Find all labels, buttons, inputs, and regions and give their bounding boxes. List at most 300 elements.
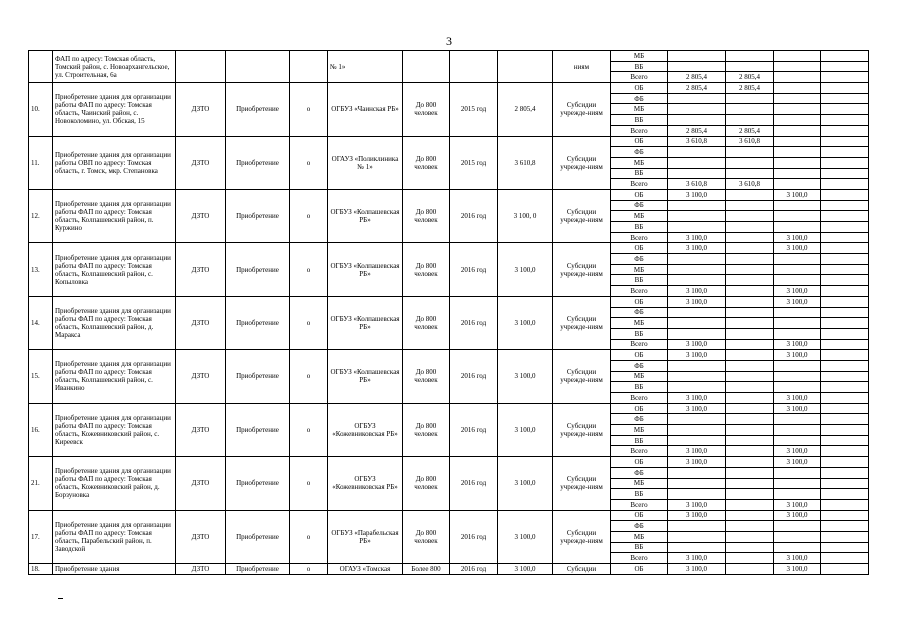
mark: о: [290, 136, 328, 189]
value-cell: [774, 115, 821, 126]
value-cell: [774, 542, 821, 553]
value-cell: [821, 275, 869, 286]
value-cell: [821, 435, 869, 446]
value-cell: [726, 264, 774, 275]
value-cell: [726, 115, 774, 126]
value-cell: [774, 179, 821, 190]
value-cell: 3 100,0: [668, 499, 726, 510]
year: 2016 год: [450, 510, 498, 563]
capacity: До 800 человек: [403, 83, 450, 136]
mark: о: [290, 189, 328, 242]
value-cell: [821, 553, 869, 564]
value-cell: [726, 553, 774, 564]
department: ДЗТО: [176, 83, 226, 136]
table-row: [29, 243, 869, 254]
value-cell: [774, 125, 821, 136]
funding-source: ВБ: [611, 328, 668, 339]
value-cell: [726, 168, 774, 179]
row-number: 17.: [29, 510, 53, 563]
value-cell: [774, 147, 821, 158]
object-name: Приобретение здания для организации работы ФАП по адресу: Томская область, Колпашевский район, д. Маракса: [53, 296, 176, 349]
value-cell: [821, 339, 869, 350]
department: ДЗТО: [176, 189, 226, 242]
value-cell: [774, 531, 821, 542]
funding-source: МБ: [611, 531, 668, 542]
funding-source: ФБ: [611, 254, 668, 265]
table-row: [29, 564, 869, 575]
funding-source: МБ: [611, 425, 668, 436]
action-type: Приобретение: [226, 457, 290, 510]
value-cell: [668, 168, 726, 179]
organization: ОГБУЗ «Чаинская РБ»: [328, 83, 403, 136]
funding-source: ФБ: [611, 360, 668, 371]
row-number: 16.: [29, 403, 53, 456]
value-cell: [774, 200, 821, 211]
department: ДЗТО: [176, 510, 226, 563]
value-cell: [821, 115, 869, 126]
funding-source: ОБ: [611, 457, 668, 468]
value-cell: [821, 264, 869, 275]
department: ДЗТО: [176, 403, 226, 456]
funding-source: ОБ: [611, 564, 668, 575]
value-cell: [668, 264, 726, 275]
funding-source: ВБ: [611, 168, 668, 179]
value-cell: [774, 93, 821, 104]
action-type: Приобретение: [226, 510, 290, 563]
value-cell: [821, 232, 869, 243]
funding-source: ОБ: [611, 136, 668, 147]
action-type: Приобретение: [226, 350, 290, 403]
capacity: До 800 человек: [403, 189, 450, 242]
amount: 3 100,0: [498, 403, 553, 456]
value-cell: [726, 521, 774, 532]
value-cell: 3 100,0: [668, 553, 726, 564]
capacity: До 800 человек: [403, 403, 450, 456]
funding-type: Субсидии учрежде-ниям: [553, 457, 611, 510]
funding-source: ВБ: [611, 61, 668, 72]
action-type: [226, 51, 290, 83]
value-cell: [774, 61, 821, 72]
value-cell: [821, 382, 869, 393]
value-cell: [821, 51, 869, 62]
funding-source: МБ: [611, 371, 668, 382]
value-cell: [774, 318, 821, 329]
value-cell: [726, 467, 774, 478]
year: 2016 год: [450, 189, 498, 242]
value-cell: [774, 264, 821, 275]
department: [176, 51, 226, 83]
value-cell: [668, 414, 726, 425]
amount: 2 805,4: [498, 83, 553, 136]
value-cell: 3 100,0: [774, 339, 821, 350]
table-row: [29, 296, 869, 307]
funding-source: Всего: [611, 339, 668, 350]
year: 2016 год: [450, 403, 498, 456]
value-cell: [774, 328, 821, 339]
value-cell: [726, 446, 774, 457]
value-cell: [774, 382, 821, 393]
value-cell: 3 610,8: [668, 179, 726, 190]
budget-table-grid: [28, 50, 869, 575]
value-cell: [821, 83, 869, 94]
capacity: До 800 человек: [403, 457, 450, 510]
object-name: Приобретение здания для организации работы ФАП по адресу: Томская область, Колпашевский район, п. Куржино: [53, 189, 176, 242]
table-row: [29, 403, 869, 414]
table-row: [29, 457, 869, 468]
value-cell: 3 100,0: [668, 446, 726, 457]
funding-source: Всего: [611, 553, 668, 564]
value-cell: [668, 211, 726, 222]
amount: 3 100,0: [498, 510, 553, 563]
action-type: Приобретение: [226, 83, 290, 136]
value-cell: [774, 467, 821, 478]
value-cell: [821, 350, 869, 361]
value-cell: [726, 360, 774, 371]
funding-source: Всего: [611, 499, 668, 510]
value-cell: [726, 531, 774, 542]
value-cell: [821, 425, 869, 436]
value-cell: 3 100,0: [774, 403, 821, 414]
department: ДЗТО: [176, 350, 226, 403]
value-cell: [668, 467, 726, 478]
funding-type: Субсидии: [553, 564, 611, 575]
value-cell: 2 805,4: [726, 83, 774, 94]
amount: [498, 51, 553, 83]
value-cell: [668, 254, 726, 265]
funding-type: Субсидии учрежде-ниям: [553, 296, 611, 349]
value-cell: [726, 147, 774, 158]
row-number: 21.: [29, 457, 53, 510]
department: ДЗТО: [176, 457, 226, 510]
value-cell: [668, 521, 726, 532]
funding-source: Всего: [611, 393, 668, 404]
value-cell: [821, 222, 869, 233]
value-cell: [726, 425, 774, 436]
department: ДЗТО: [176, 564, 226, 575]
value-cell: 3 100,0: [774, 189, 821, 200]
value-cell: 3 100,0: [774, 286, 821, 297]
funding-source: ОБ: [611, 510, 668, 521]
footer-dash: [58, 598, 63, 599]
value-cell: [774, 521, 821, 532]
year: 2015 год: [450, 83, 498, 136]
value-cell: [668, 275, 726, 286]
value-cell: 3 100,0: [774, 499, 821, 510]
value-cell: 2 805,4: [668, 125, 726, 136]
value-cell: [821, 189, 869, 200]
capacity: Более 800: [403, 564, 450, 575]
value-cell: [668, 542, 726, 553]
budget-table: [28, 50, 866, 584]
value-cell: 2 805,4: [668, 83, 726, 94]
value-cell: [726, 489, 774, 500]
value-cell: [774, 275, 821, 286]
value-cell: [821, 318, 869, 329]
year: 2016 год: [450, 564, 498, 575]
value-cell: [821, 521, 869, 532]
capacity: До 800 человек: [403, 243, 450, 296]
value-cell: [668, 61, 726, 72]
action-type: Приобретение: [226, 136, 290, 189]
funding-source: ФБ: [611, 521, 668, 532]
value-cell: 3 100,0: [668, 189, 726, 200]
value-cell: [726, 350, 774, 361]
object-name: Приобретение здания для организации работы ФАП по адресу: Томская область, Кожевниковский район, с. Киреевск: [53, 403, 176, 456]
value-cell: [821, 211, 869, 222]
value-cell: [821, 446, 869, 457]
value-cell: [821, 61, 869, 72]
value-cell: [726, 157, 774, 168]
value-cell: [774, 307, 821, 318]
value-cell: [726, 189, 774, 200]
funding-source: ОБ: [611, 243, 668, 254]
value-cell: [774, 136, 821, 147]
value-cell: [726, 371, 774, 382]
organization: ОГАУЗ «Томская: [328, 564, 403, 575]
year: 2016 год: [450, 457, 498, 510]
value-cell: 3 610,8: [726, 179, 774, 190]
value-cell: [726, 232, 774, 243]
value-cell: [774, 425, 821, 436]
value-cell: [821, 104, 869, 115]
value-cell: [668, 51, 726, 62]
amount: 3 100,0: [498, 350, 553, 403]
organization: ОГБУЗ «Парабельская РБ»: [328, 510, 403, 563]
funding-source: ВБ: [611, 542, 668, 553]
funding-source: ОБ: [611, 189, 668, 200]
value-cell: [774, 222, 821, 233]
object-name: Приобретение здания для организации работы ФАП по адресу: Томская область, Парабельский район, п. Заводской: [53, 510, 176, 563]
year: 2016 год: [450, 296, 498, 349]
value-cell: [668, 157, 726, 168]
value-cell: [668, 104, 726, 115]
value-cell: [726, 393, 774, 404]
value-cell: [726, 61, 774, 72]
value-cell: 3 100,0: [668, 232, 726, 243]
action-type: Приобретение: [226, 189, 290, 242]
organization: № 1»: [328, 51, 403, 83]
value-cell: [774, 478, 821, 489]
value-cell: [726, 307, 774, 318]
funding-source: Всего: [611, 72, 668, 83]
table-row: [29, 350, 869, 361]
page-number: 3: [446, 34, 452, 48]
value-cell: [821, 328, 869, 339]
value-cell: 2 805,4: [726, 72, 774, 83]
value-cell: [821, 393, 869, 404]
value-cell: 3 610,8: [726, 136, 774, 147]
value-cell: 3 100,0: [668, 339, 726, 350]
value-cell: 3 100,0: [668, 510, 726, 521]
value-cell: [726, 51, 774, 62]
value-cell: [668, 307, 726, 318]
funding-type: Субсидии учрежде-ниям: [553, 403, 611, 456]
value-cell: [821, 531, 869, 542]
value-cell: [821, 157, 869, 168]
funding-source: МБ: [611, 51, 668, 62]
value-cell: 3 610,8: [668, 136, 726, 147]
object-name: Приобретение здания для организации работы ФАП по адресу: Томская область, Колпашевский район, с. Копыловка: [53, 243, 176, 296]
value-cell: 3 100,0: [774, 457, 821, 468]
table-row: [29, 136, 869, 147]
value-cell: [668, 93, 726, 104]
value-cell: [668, 147, 726, 158]
value-cell: 3 100,0: [774, 510, 821, 521]
value-cell: [821, 296, 869, 307]
table-row: [29, 83, 869, 94]
value-cell: [821, 564, 869, 575]
value-cell: [821, 168, 869, 179]
value-cell: [726, 318, 774, 329]
value-cell: 3 100,0: [774, 243, 821, 254]
row-number: 11.: [29, 136, 53, 189]
value-cell: [821, 360, 869, 371]
value-cell: [668, 222, 726, 233]
row-number: 12.: [29, 189, 53, 242]
value-cell: [726, 435, 774, 446]
funding-source: ФБ: [611, 200, 668, 211]
value-cell: 3 100,0: [774, 393, 821, 404]
organization: ОГБУЗ «Колпашевская РБ»: [328, 243, 403, 296]
value-cell: 3 100,0: [668, 296, 726, 307]
department: ДЗТО: [176, 296, 226, 349]
capacity: До 800 человек: [403, 510, 450, 563]
value-cell: [821, 414, 869, 425]
value-cell: 2 805,4: [668, 72, 726, 83]
funding-type: Субсидии учрежде-ниям: [553, 350, 611, 403]
amount: 3 100, 0: [498, 189, 553, 242]
value-cell: [726, 211, 774, 222]
funding-source: ВБ: [611, 275, 668, 286]
value-cell: 3 100,0: [774, 296, 821, 307]
value-cell: [726, 222, 774, 233]
capacity: До 800 человек: [403, 296, 450, 349]
value-cell: [821, 136, 869, 147]
value-cell: [726, 564, 774, 575]
value-cell: [821, 371, 869, 382]
mark: [290, 51, 328, 83]
funding-source: ОБ: [611, 350, 668, 361]
value-cell: [821, 125, 869, 136]
value-cell: [726, 414, 774, 425]
funding-source: ВБ: [611, 382, 668, 393]
value-cell: [668, 489, 726, 500]
funding-type: ниям: [553, 51, 611, 83]
value-cell: [726, 296, 774, 307]
mark: о: [290, 457, 328, 510]
value-cell: [821, 403, 869, 414]
value-cell: [821, 254, 869, 265]
value-cell: [821, 307, 869, 318]
value-cell: [726, 339, 774, 350]
value-cell: 3 100,0: [668, 403, 726, 414]
organization: ОГБУЗ «Колпашевская РБ»: [328, 189, 403, 242]
value-cell: [821, 200, 869, 211]
row-number: [29, 51, 53, 83]
action-type: Приобретение: [226, 564, 290, 575]
value-cell: [774, 254, 821, 265]
value-cell: 3 100,0: [774, 564, 821, 575]
funding-source: Всего: [611, 232, 668, 243]
value-cell: [821, 243, 869, 254]
funding-type: Субсидии учрежде-ниям: [553, 189, 611, 242]
value-cell: [821, 147, 869, 158]
value-cell: [726, 403, 774, 414]
organization: ОГБУЗ «Колпашевская РБ»: [328, 350, 403, 403]
funding-source: ФБ: [611, 147, 668, 158]
object-name: ФАП по адресу: Томская область, Томский район, с. Новоархангельское, ул. Строительная, 6а: [53, 51, 176, 83]
funding-source: ВБ: [611, 435, 668, 446]
funding-source: ФБ: [611, 93, 668, 104]
amount: 3 100,0: [498, 243, 553, 296]
capacity: До 800 человек: [403, 350, 450, 403]
value-cell: [726, 286, 774, 297]
value-cell: [668, 200, 726, 211]
value-cell: [726, 382, 774, 393]
value-cell: [668, 435, 726, 446]
value-cell: [774, 435, 821, 446]
value-cell: [668, 371, 726, 382]
mark: о: [290, 403, 328, 456]
value-cell: [726, 328, 774, 339]
funding-source: ВБ: [611, 115, 668, 126]
funding-source: ФБ: [611, 467, 668, 478]
value-cell: [774, 489, 821, 500]
funding-source: ФБ: [611, 414, 668, 425]
mark: о: [290, 243, 328, 296]
value-cell: [668, 115, 726, 126]
value-cell: [726, 93, 774, 104]
amount: 3 100,0: [498, 457, 553, 510]
mark: о: [290, 350, 328, 403]
funding-source: Всего: [611, 179, 668, 190]
value-cell: [774, 360, 821, 371]
funding-source: ВБ: [611, 222, 668, 233]
value-cell: [821, 467, 869, 478]
value-cell: 3 100,0: [668, 350, 726, 361]
value-cell: [774, 168, 821, 179]
row-number: 14.: [29, 296, 53, 349]
funding-source: МБ: [611, 104, 668, 115]
funding-type: Субсидии учрежде-ниям: [553, 136, 611, 189]
value-cell: [774, 51, 821, 62]
funding-source: Всего: [611, 286, 668, 297]
organization: ОГБУЗ «Колпашевская РБ»: [328, 296, 403, 349]
amount: 3 100,0: [498, 564, 553, 575]
value-cell: 3 100,0: [668, 457, 726, 468]
value-cell: [726, 200, 774, 211]
value-cell: [726, 478, 774, 489]
funding-source: МБ: [611, 264, 668, 275]
value-cell: 3 100,0: [774, 232, 821, 243]
value-cell: [821, 542, 869, 553]
department: ДЗТО: [176, 243, 226, 296]
table-row: [29, 189, 869, 200]
object-name: Приобретение здания для организации работы ФАП по адресу: Томская область, Чаинский район, с. Новоколомино, ул. Обская, 15: [53, 83, 176, 136]
value-cell: [774, 104, 821, 115]
funding-source: ФБ: [611, 307, 668, 318]
funding-source: Всего: [611, 446, 668, 457]
value-cell: [726, 243, 774, 254]
row-number: 15.: [29, 350, 53, 403]
value-cell: [726, 542, 774, 553]
mark: о: [290, 83, 328, 136]
value-cell: [774, 83, 821, 94]
funding-type: Субсидии учрежде-ниям: [553, 510, 611, 563]
year: [450, 51, 498, 83]
value-cell: [821, 286, 869, 297]
value-cell: [821, 489, 869, 500]
